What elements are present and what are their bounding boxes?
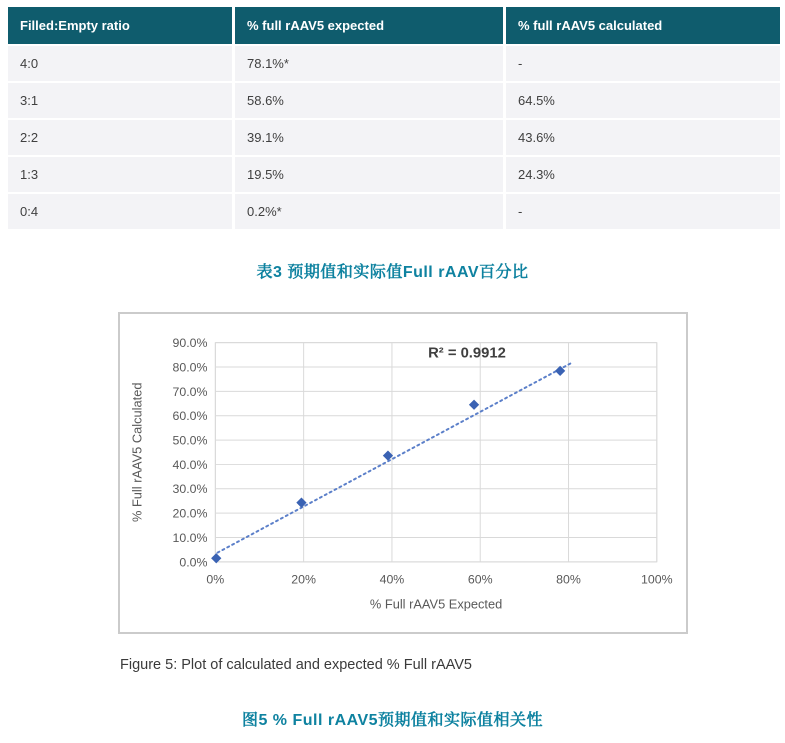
table-row: [8, 46, 780, 81]
cell-calculated: -: [506, 46, 780, 81]
svg-text:60.0%: 60.0%: [172, 409, 208, 424]
svg-text:70.0%: 70.0%: [172, 384, 208, 399]
svg-text:10.0%: 10.0%: [172, 530, 208, 545]
figure-caption-chinese: 图5 % Full rAAV5预期值和实际值相关性: [241, 712, 544, 729]
ratio-table-body: [8, 46, 780, 229]
figure-caption-english: Figure 5: Plot of calculated and expected % Full rAAV5: [120, 657, 472, 673]
cell-calculated: 24.3%: [506, 157, 780, 192]
ratio-table-header: [8, 7, 780, 44]
cell-expected: 58.6%: [235, 83, 503, 118]
svg-text:% Full rAAV5 Calculated: % Full rAAV5 Calculated: [129, 382, 145, 523]
column-header-expected: % full rAAV5 expected: [235, 7, 503, 44]
svg-text:80%: 80%: [556, 572, 581, 587]
svg-text:0.0%: 0.0%: [179, 555, 208, 570]
table-caption-chinese: 表3 预期值和实际值Full rAAV百分比: [256, 264, 529, 281]
ratio-table: [5, 5, 783, 231]
cell-expected: 78.1%*: [235, 46, 503, 81]
cell-ratio: 3:1: [8, 83, 232, 118]
cell-ratio: 4:0: [8, 46, 232, 81]
svg-text:100%: 100%: [641, 572, 673, 587]
cell-expected: 0.2%*: [235, 194, 503, 229]
table-header-row: [8, 7, 780, 44]
svg-text:0%: 0%: [206, 572, 225, 587]
column-header-calculated: % full rAAV5 calculated: [506, 7, 780, 44]
cell-calculated: -: [506, 194, 780, 229]
svg-text:60%: 60%: [467, 572, 493, 587]
table-row: [8, 157, 780, 192]
cell-expected: 19.5%: [235, 157, 503, 192]
cell-calculated: 43.6%: [506, 120, 780, 155]
cell-ratio: 1:3: [8, 157, 232, 192]
cell-ratio: 2:2: [8, 120, 232, 155]
cell-expected: 39.1%: [235, 120, 503, 155]
svg-text:40%: 40%: [379, 572, 405, 587]
svg-text:90.0%: 90.0%: [172, 336, 208, 351]
svg-text:R² = 0.9912: R² = 0.9912: [428, 345, 506, 362]
cell-calculated: 64.5%: [506, 83, 780, 118]
svg-text:50.0%: 50.0%: [172, 433, 208, 448]
chart-container: [118, 312, 688, 634]
table-row: [8, 83, 780, 118]
svg-text:40.0%: 40.0%: [172, 457, 208, 472]
table-row: [8, 120, 780, 155]
column-header-filled-empty-ratio: Filled:Empty ratio: [8, 7, 232, 44]
svg-text:20.0%: 20.0%: [172, 506, 208, 521]
svg-text:30.0%: 30.0%: [172, 482, 208, 497]
cell-ratio: 0:4: [8, 194, 232, 229]
scatter-chart: [120, 314, 686, 632]
svg-text:% Full rAAV5 Expected: % Full rAAV5 Expected: [369, 596, 503, 612]
svg-text:20%: 20%: [291, 572, 316, 587]
svg-text:80.0%: 80.0%: [172, 360, 208, 375]
table-row: [8, 194, 780, 229]
